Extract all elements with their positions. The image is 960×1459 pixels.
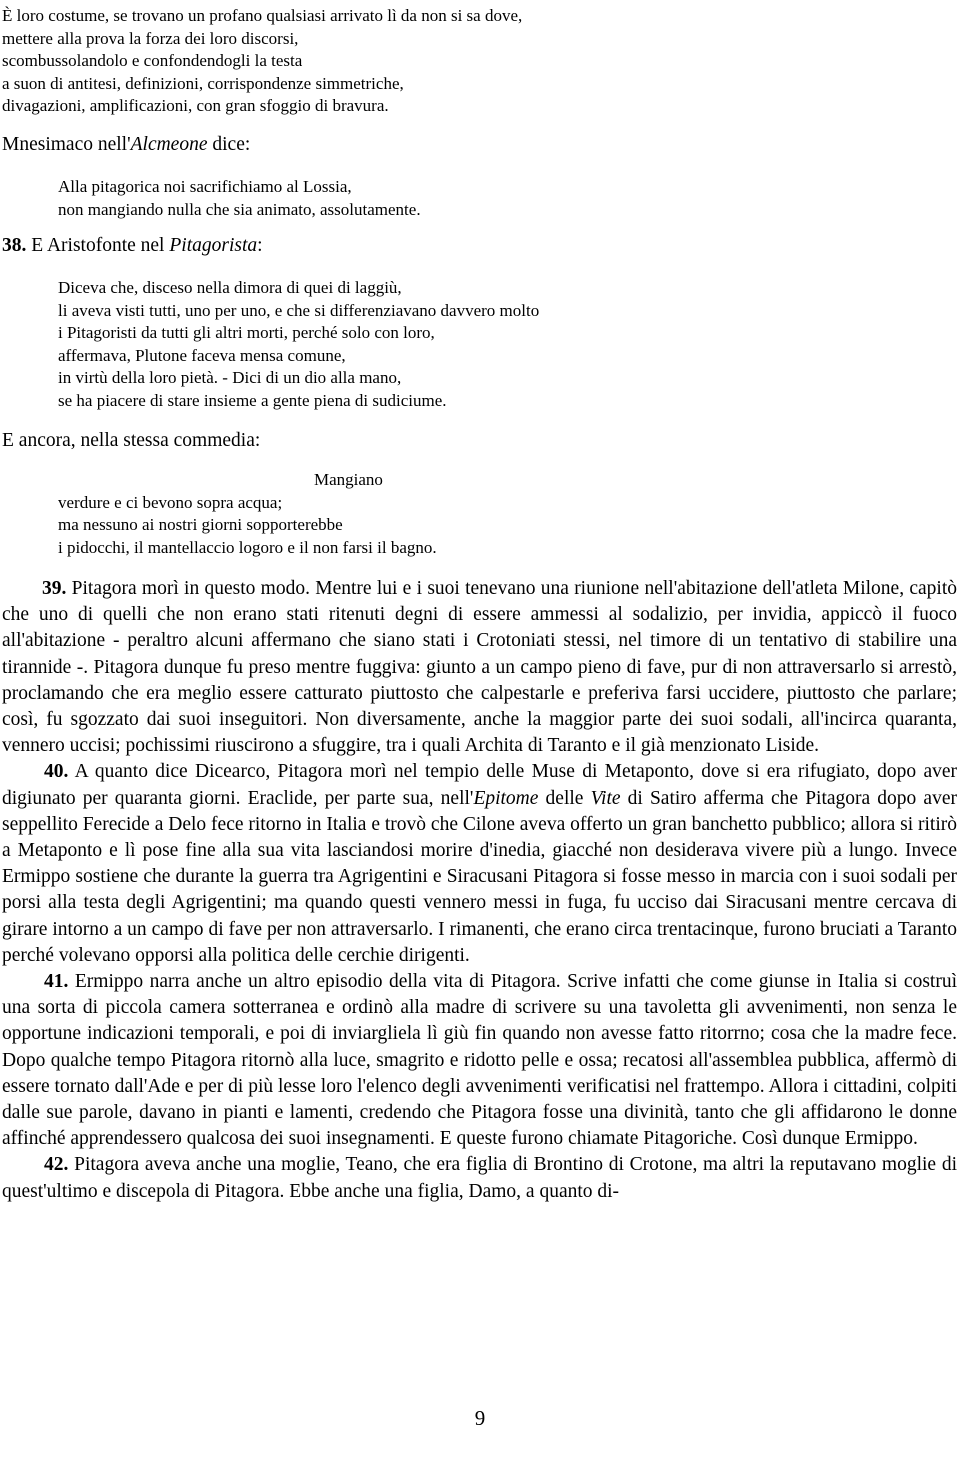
verse-line: Diceva che, disceso nella dimora di quei di laggiù, xyxy=(58,278,402,297)
paragraph-text: A quanto dice Dicearco, Pitagora morì nel tempio delle Muse di Metaponto, dove si era rifugiato, dopo aver digiunato per quaranta giorni. Eraclide, per parte sua, nell' xyxy=(2,761,957,809)
page-number: 9 xyxy=(474,1406,486,1430)
verse-group xyxy=(0,277,950,412)
verse-line: se ha piacere di stare insieme a gente piena di sudiciume. xyxy=(58,390,447,410)
verse-line: divagazioni, amplificazioni, con gran sfoggio di bravura. xyxy=(2,96,389,115)
verse-line: a suon di antitesi, definizioni, corrispondenze simmetriche, xyxy=(2,73,404,93)
paragraph-text: di Satiro afferma che Pitagora dopo aver seppellito Ferecide a Delo fece ritorno in Italia e trovò che Cilone aveva offerto un gran banchetto pubblico; allora si ritirò a Metaponto e lì pose fine alla sua vita lasciandosi morire d'inedia, giacché non desiderava vivere più a lungo. Invece Ermippo sostiene che durante la guerra tra Agrigentini e Siracusani Pitagora si fosse messo in marcia con i suoi sodali per porsi alla testa degli Agrigentini; ma quando questi vennero messi in fuga, fu ucciso dai Siracusani mentre cercava di girare intorno a un campo di fave per non attraversarlo. I rimanenti, che erano circa trentacinque, furono bruciati a Taranto perché volevano opporsi alla politica delle cerchie dirigenti. xyxy=(2,787,957,966)
paragraph-text: Pitagora morì in questo modo. Mentre lui e i suoi tenevano una riunione nell'abitazione dell'atleta Milone, capitò che uno di quelli che non erano stati ritenuti degni di essere ammessi al sodalizio, per invidia, appiccò il fuoco all'abitazione - peraltro alcuni affermano che siano stati i Crotoniati stessi, nel timore di un tentativo di stabilire una tirannide -. Pitagora dunque fu preso mentre fuggiva: giunto a un campo pieno di fave, pur di non attraversarlo si arrestò, proclamando che era meglio essere catturato piuttosto che calpestarle e preferiva farsi uccidere, piuttosto che parlare; così, fu sgozzato dai suoi inseguitori. Non diversamente, anche la maggior parte dei suoi sodali, all'incirca quaranta, vennero uccisi; pochissimi riuscirono a sfuggire, tra i quali Archita di Taranto e il già menzionato Liside. xyxy=(2,578,957,757)
intro-ancora: E ancora, nella stessa commedia: xyxy=(2,430,261,451)
work-title: Alcmeone xyxy=(130,134,208,155)
verse-line: ma nessuno ai nostri giorni sopporterebbe xyxy=(58,515,343,534)
verse-block-1 xyxy=(2,5,952,118)
work-title: Vite xyxy=(590,787,621,809)
verse-group xyxy=(0,469,950,559)
paragraph-40 xyxy=(2,759,957,969)
intro-text: dice: xyxy=(207,134,251,155)
work-title: Epitome xyxy=(473,787,539,809)
intro-text: : xyxy=(257,235,263,256)
intro-text: Mnesimaco nell' xyxy=(2,134,131,155)
section-number: 41. xyxy=(44,971,69,993)
section-number: 38. xyxy=(2,235,27,256)
verse-line: non mangiando nulla che sia animato, assolutamente. xyxy=(58,199,421,219)
verse-line: È loro costume, se trovano un profano qualsiasi arrivato lì da non si sa dove, xyxy=(2,6,523,25)
intro-text: E Aristofonte nel xyxy=(26,235,170,256)
verse-block-4 xyxy=(0,469,950,559)
verse-line: i Pitagoristi da tutti gli altri morti, perché solo con loro, xyxy=(58,323,435,342)
intro-alcmeone xyxy=(2,133,952,157)
verse-line: mettere alla prova la forza dei loro discorsi, xyxy=(2,28,299,48)
section-number: 42. xyxy=(44,1154,69,1176)
verse-line: scombussolandolo e confondendogli la testa xyxy=(2,51,303,70)
paragraph-42 xyxy=(2,1152,957,1204)
section-number: 40. xyxy=(44,761,69,783)
section-38-intro xyxy=(2,234,952,258)
verse-line: Mangiano xyxy=(314,470,383,489)
verse-line: in virtù della loro pietà. - Dici di un dio alla mano, xyxy=(58,368,402,387)
prose-body xyxy=(2,576,957,1205)
verse-group xyxy=(0,176,950,221)
paragraph-text: Pitagora aveva anche una moglie, Teano, che era figlia di Brontino di Crotone, ma altri la reputavano moglie di quest'ultimo e discepola di Pitagora. Ebbe anche una figlia, Damo, a quanto di- xyxy=(2,1154,957,1202)
paragraph-text: Ermippo narra anche un altro episodio della vita di Pitagora. Scrive infatti che come giunse in Italia si costruì una sorta di piccola camera sotterranea e ordinò alla madre di scrivere su una tavoletta gli avvenimenti, non senza le opportune indicazioni temporali, e poi di inviargliela lì giù fin quando non avesse fatto ritorrno; cosa che la madre fece. Dopo qualche tempo Pitagora ritornò alla luce, smagrito e ridotto pelle e ossa; recatosi all'assemblea pubblica, affermò di essere tornato dall'Ade e per di più lesse loro l'elenco degli avvenimenti verificatisi nel frattempo. Allora i cittadini, colpiti dalle sue parole, davano in pianti e lamenti, credendo che Pitagora fosse una divinità, tanto che gli affidarono le donne affinché apprendessero qualcosa dei suoi insegnamenti. E queste furono chiamate Pitagoriche. Così dunque Ermippo. xyxy=(2,971,957,1150)
paragraph-text: delle xyxy=(538,787,591,809)
verse-line: Alla pitagorica noi sacrifichiamo al Lossia, xyxy=(58,177,352,196)
verse-line: li aveva visti tutti, uno per uno, e che si differenziavano davvero molto xyxy=(58,300,540,320)
paragraph-39 xyxy=(2,576,957,759)
paragraph-41 xyxy=(2,969,957,1152)
verse-line: verdure e ci bevono sopra acqua; xyxy=(58,492,283,512)
verse-line: i pidocchi, il mantellaccio logoro e il non farsi il bagno. xyxy=(58,537,437,557)
verse-line: affermava, Plutone faceva mensa comune, xyxy=(58,345,346,365)
verse-block-2 xyxy=(0,176,950,221)
verse-group xyxy=(2,5,952,118)
work-title: Pitagorista xyxy=(169,235,258,256)
section-number: 39. xyxy=(42,578,67,599)
verse-block-3 xyxy=(0,277,950,412)
